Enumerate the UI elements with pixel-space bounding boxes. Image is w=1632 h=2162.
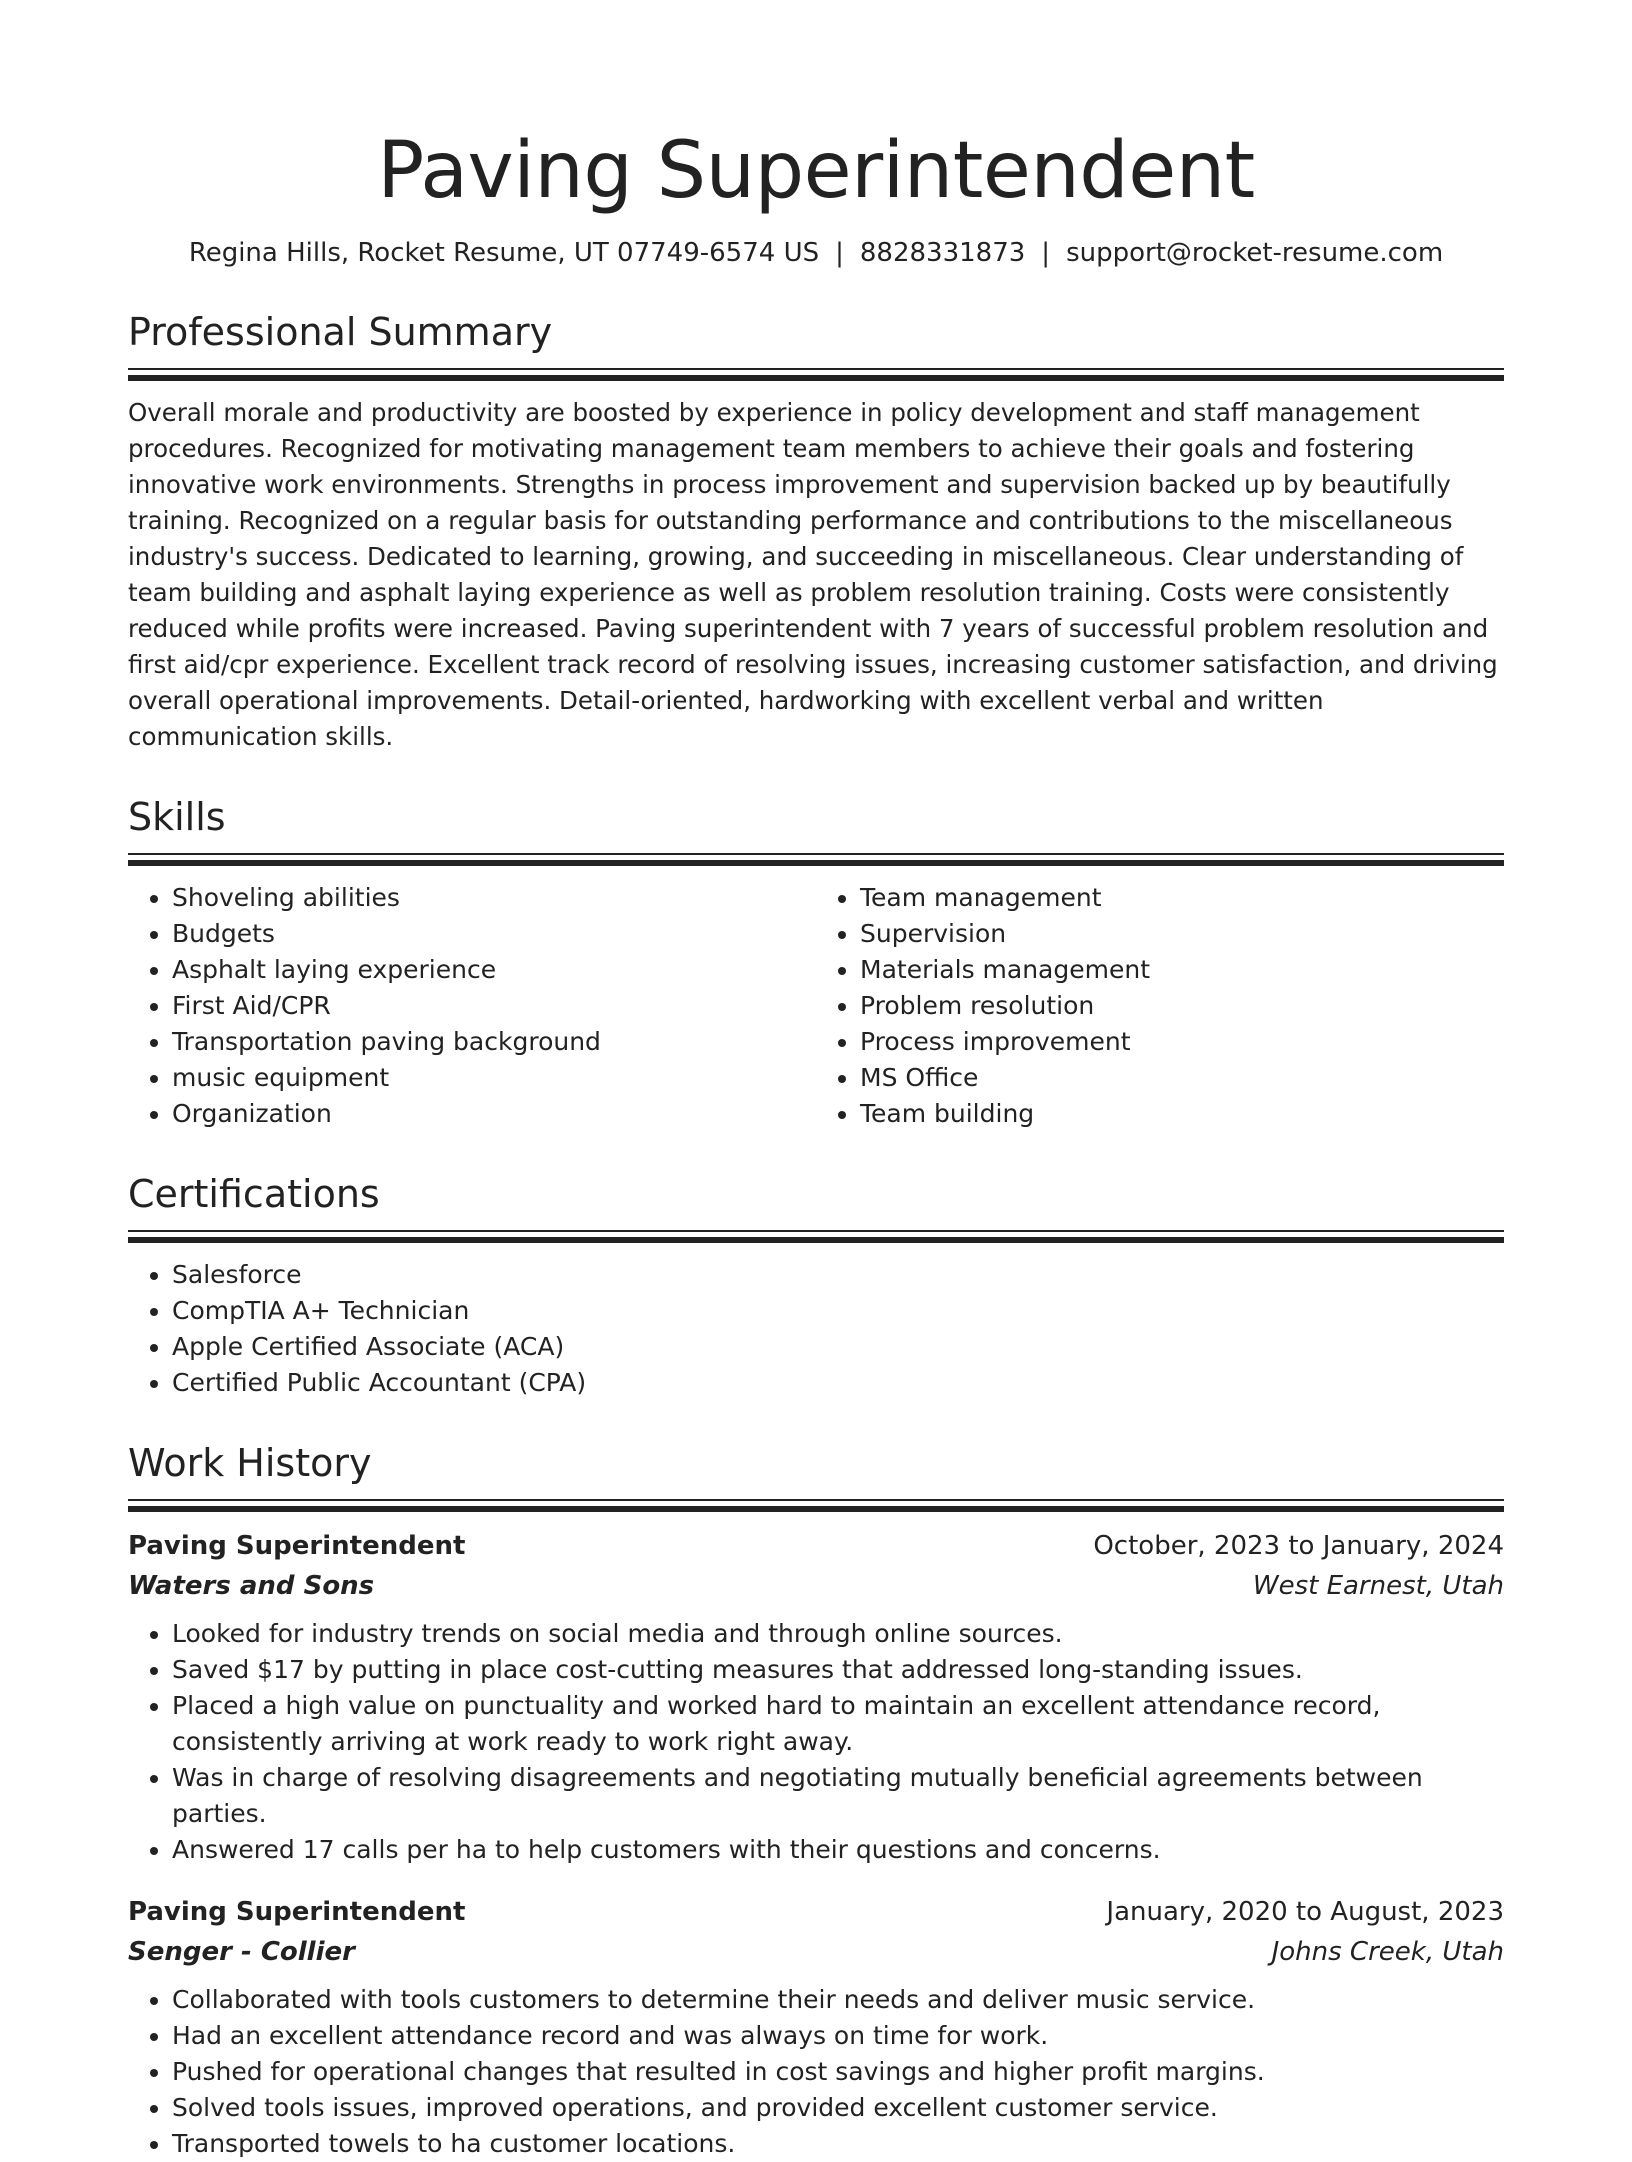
skill-item: • Team management (860, 880, 1504, 916)
skill-item: • Process improvement (860, 1024, 1504, 1060)
job-bullet: • Was in charge of resolving disagreements and negotiating mutually beneficial agreements between parties. (172, 1760, 1504, 1832)
job-bullet: • Placed a high value on punctuality and worked hard to maintain an excellent attendance record, consistently arriving at work ready to work right away. (172, 1688, 1504, 1760)
skill-item: • Supervision (860, 916, 1504, 952)
contact-separator: | (835, 238, 844, 268)
contact-line (128, 236, 1504, 270)
job-bullet: • Looked for industry trends on social media and through online sources. (172, 1616, 1504, 1652)
certifications-list (128, 1257, 1504, 1401)
section-divider (128, 853, 1504, 866)
contact-email: support@rocket-resume.com (1066, 238, 1444, 268)
job-bullets (128, 1982, 1504, 2162)
certification-item: • CompTIA A+ Technician (172, 1293, 1504, 1329)
professional-summary-section (128, 308, 1504, 755)
skill-item: • Organization (172, 1096, 816, 1132)
skill-item: • Team building (860, 1096, 1504, 1132)
contact-phone: 8828331873 (859, 238, 1026, 268)
skill-item: • Materials management (860, 952, 1504, 988)
section-divider (128, 1230, 1504, 1243)
job-company: Senger - Collier (128, 1937, 355, 1967)
job-bullet: • Had an excellent attendance record and was always on time for work. (172, 2018, 1504, 2054)
skills-section (128, 793, 1504, 1132)
skill-item: • Budgets (172, 916, 816, 952)
section-title: Work History (128, 1441, 372, 1485)
section-divider (128, 368, 1504, 381)
job-company-row (128, 1566, 1504, 1606)
skill-item: • Transportation paving background (172, 1024, 816, 1060)
job-bullet: • Transported towels to ha customer locations. (172, 2126, 1504, 2162)
job-company-row (128, 1932, 1504, 1972)
job-title: Paving Superintendent (128, 1897, 466, 1927)
job-location: West Earnest, Utah (1252, 1571, 1504, 1601)
job-entry (128, 1892, 1504, 2162)
section-title: Professional Summary (128, 310, 553, 354)
job-entry (128, 1526, 1504, 1868)
job-bullet: • Pushed for operational changes that resulted in cost savings and higher profit margins. (172, 2054, 1504, 2090)
skill-item: • Asphalt laying experience (172, 952, 816, 988)
certifications-section (128, 1170, 1504, 1401)
contact-address: Regina Hills, Rocket Resume, UT 07749-6574 US (188, 238, 820, 268)
job-bullet: • Collaborated with tools customers to determine their needs and deliver music service. (172, 1982, 1504, 2018)
certification-item: • Salesforce (172, 1257, 1504, 1293)
skill-item: • MS Office (860, 1060, 1504, 1096)
section-title: Certifications (128, 1172, 380, 1216)
job-header-row (128, 1892, 1504, 1932)
section-divider (128, 1499, 1504, 1512)
certification-item: • Certified Public Accountant (CPA) (172, 1365, 1504, 1401)
skill-item: • Shoveling abilities (172, 880, 816, 916)
job-header-row (128, 1526, 1504, 1566)
skills-list-right (816, 880, 1504, 1132)
job-bullet: • Answered 17 calls per ha to help customers with their questions and concerns. (172, 1832, 1504, 1868)
job-dates: October, 2023 to January, 2024 (1093, 1531, 1504, 1561)
job-dates: January, 2020 to August, 2023 (1106, 1897, 1504, 1927)
resume-name: Paving Superintendent (377, 126, 1255, 216)
job-bullets (128, 1616, 1504, 1868)
job-bullet: • Saved $17 by putting in place cost-cutting measures that addressed long-standing issues. (172, 1652, 1504, 1688)
skills-grid (128, 866, 1504, 1132)
work-history-section (128, 1439, 1504, 2162)
job-company: Waters and Sons (128, 1571, 375, 1601)
job-bullet: • Solved tools issues, improved operations, and provided excellent customer service. (172, 2090, 1504, 2126)
skill-item: • music equipment (172, 1060, 816, 1096)
certification-item: • Apple Certified Associate (ACA) (172, 1329, 1504, 1365)
job-title: Paving Superintendent (128, 1531, 466, 1561)
skill-item: • Problem resolution (860, 988, 1504, 1024)
section-title: Skills (128, 795, 226, 839)
contact-separator: | (1041, 238, 1051, 268)
summary-text: Overall morale and productivity are boosted by experience in policy development and staff management procedures. Recognized for motivating management team members to achieve their goals and fostering innovative work environments. Strengths in process improvement and supervision backed up by beautifully training. Recognized on a regular basis for outstanding performance and contributions to the miscellaneous industry's success. Dedicated to learning, growing, and succeeding in miscellaneous. Clear understanding of team building and asphalt laying experience as well as problem resolution training. Costs were consistently reduced while profits were increased. Paving superintendent with 7 years of successful problem resolution and first aid/cpr experience. Excellent track record of resolving issues, increasing customer satisfaction, and driving overall operational improvements. Detail-oriented, hardworking with excellent verbal and written communication skills. (128, 398, 1498, 751)
skills-list-left (128, 880, 816, 1132)
skill-item: • First Aid/CPR (172, 988, 816, 1024)
job-location: Johns Creek, Utah (1271, 1937, 1504, 1967)
